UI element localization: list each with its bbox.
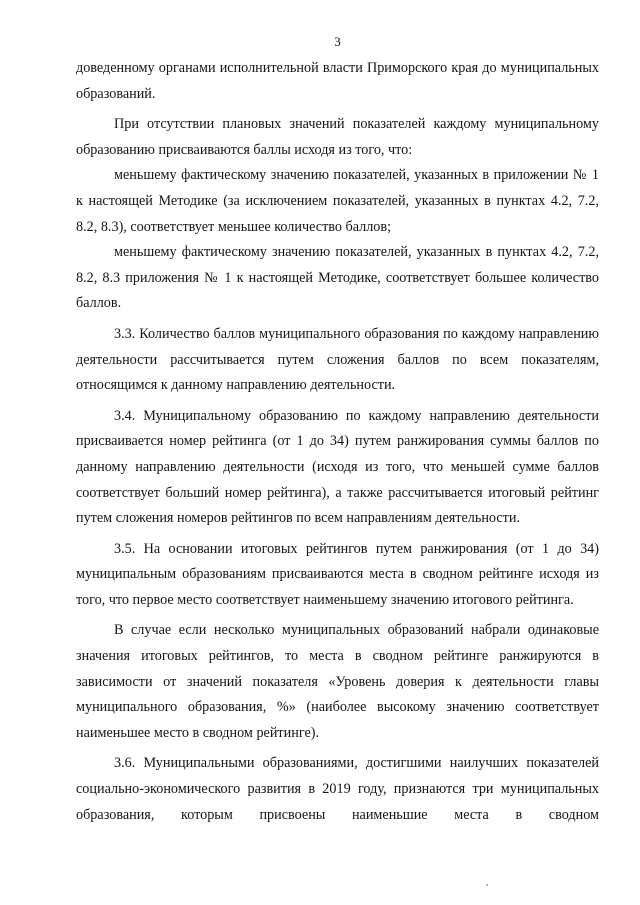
document-body bbox=[76, 56, 599, 828]
paragraph-no-plan-values: При отсутствии плановых значений показателей каждому муниципальному образованию присваиваются баллы исходя из того, что: bbox=[76, 116, 599, 158]
paragraph-3-3: 3.3. Количество баллов муниципального образования по каждому направлению деятельности рассчитывается путем сложения баллов по всем показателям, относящимся к данному направлению деятельности. bbox=[76, 325, 599, 394]
paragraph-3-5: 3.5. На основании итоговых рейтингов путем ранжирования (от 1 до 34) муниципальным образованиям присваиваются места в сводном рейтинге исходя из того, что первое место соответствует наименьшему значению итогового рейтинга. bbox=[76, 540, 599, 608]
page-number: 3 bbox=[334, 34, 341, 49]
paragraph-3-6: 3.6. Муниципальными образованиями, достигшими наилучших показателей социально-экономического развития в 2019 году, признаются три муниципальных образования, которым присвоены наименьшие места в сводном bbox=[76, 755, 599, 823]
paragraph-lower-value-more-points: меньшему фактическому значению показателей, указанных в пунктах 4.2, 7.2, 8.2, 8.3 приложения № 1 к настоящей Методике, соответствует большее количество баллов. bbox=[76, 244, 599, 312]
paragraph-continuation: доведенному органами исполнительной власти Приморского края до муниципальных образований. bbox=[76, 60, 599, 102]
paragraph-3-4: 3.4. Муниципальному образованию по каждому направлению деятельности присваивается номер рейтинга (от 1 до 34) путем ранжирования суммы баллов по данному направлению деятельности (исходя из того, что меньшей сумме баллов соответствует больший номер рейтинга), а также рассчитывается итоговый рейтинг путем сложения номеров рейтингов по всем направлениям деятельности. bbox=[76, 407, 599, 527]
paragraph-equal-ratings: В случае если несколько муниципальных образований набрали одинаковые значения итоговых рейтингов, то места в сводном рейтинге ранжируются в зависимости от значений показателя «Уровень доверия к деятельности главы муниципального образования, %» (наиболее высокому значению соответствует наименьшее место в сводном рейтинге). bbox=[76, 622, 599, 741]
paragraph-lower-value-fewer-points: меньшему фактическому значению показателей, указанных в приложении № 1 к настоящей Методике (за исключением показателей, указанных в пунктах 4.2, 7.2, 8.2, 8.3), соответствует меньшее количество баллов; bbox=[76, 167, 599, 235]
scan-speck bbox=[486, 884, 488, 886]
